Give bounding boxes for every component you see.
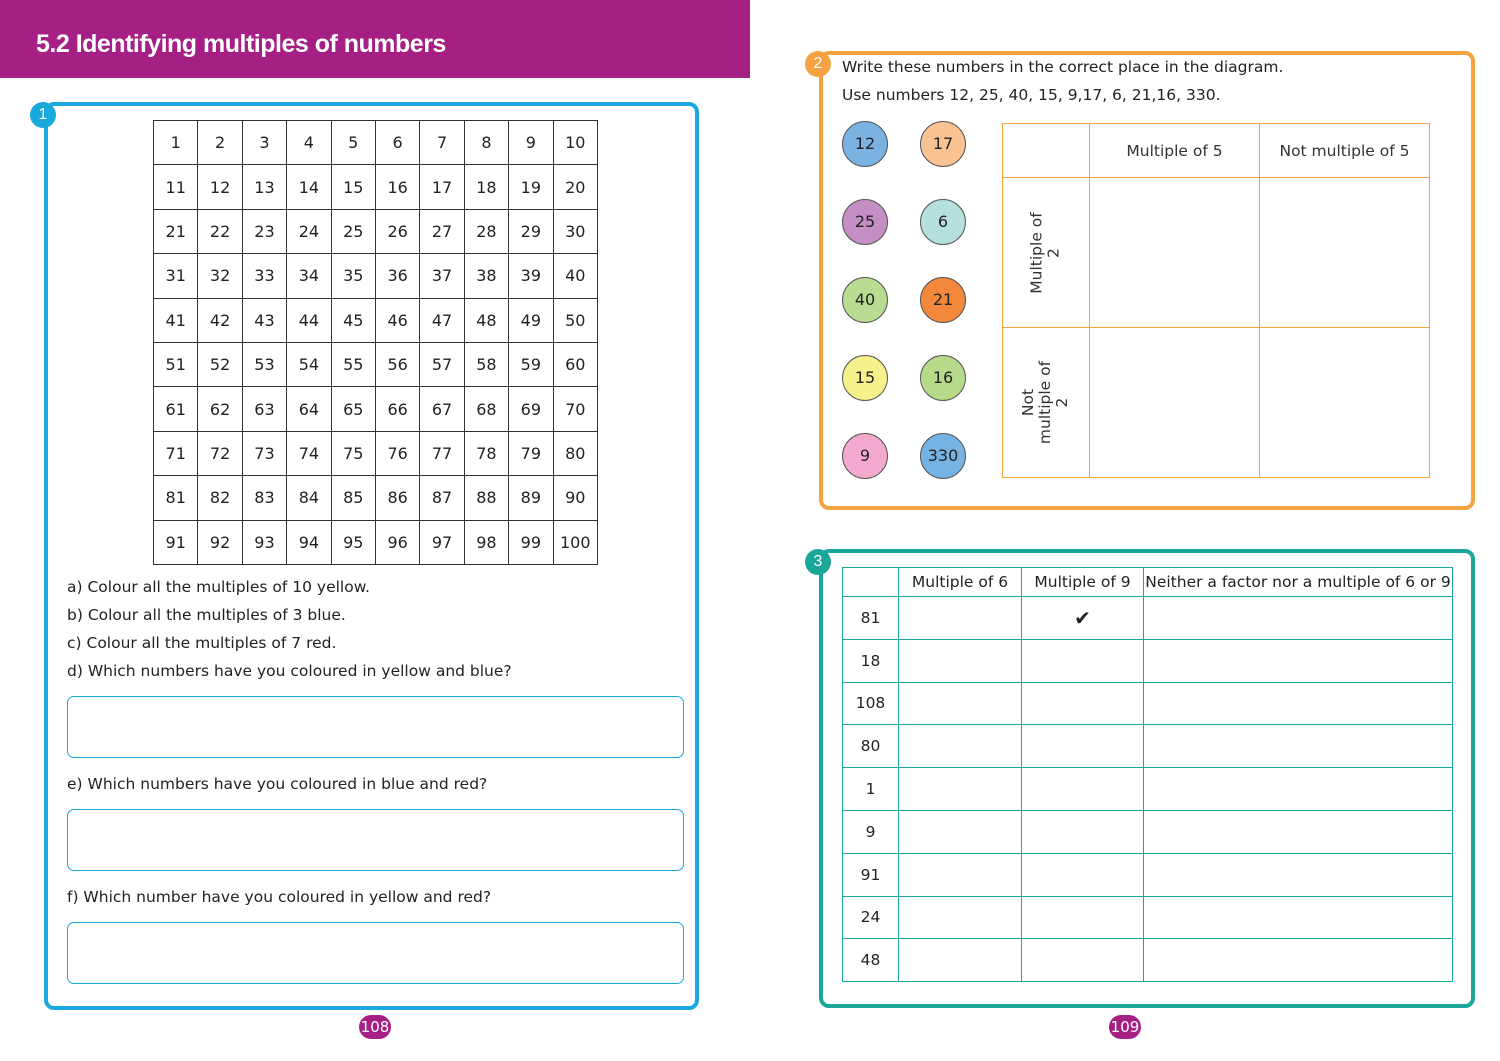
grid-cell[interactable]: 66 — [375, 387, 419, 431]
grid-cell[interactable]: 86 — [375, 476, 419, 520]
row-number-cell: 24 — [843, 896, 899, 939]
grid-cell[interactable]: 17 — [420, 165, 464, 209]
grid-cell[interactable]: 58 — [464, 342, 508, 386]
grid-cell[interactable]: 82 — [198, 476, 242, 520]
grid-cell[interactable]: 46 — [375, 298, 419, 342]
answer-cell[interactable] — [899, 768, 1022, 811]
carroll-row-not-multiple-2-line1: Not — [1019, 388, 1038, 417]
number-circle[interactable]: 9 — [842, 433, 888, 479]
carroll-row-multiple-2 — [1003, 178, 1090, 328]
grid-row — [154, 431, 598, 475]
carroll-cell-m2-nm5[interactable] — [1260, 178, 1430, 328]
question-2-numbers-list: Use numbers 12, 25, 40, 15, 9,17, 6, 21,16, 330. — [842, 86, 1221, 104]
grid-cell[interactable]: 95 — [331, 520, 375, 564]
grid-cell[interactable]: 89 — [509, 476, 553, 520]
grid-cell[interactable]: 29 — [509, 209, 553, 253]
number-circle[interactable]: 16 — [920, 355, 966, 401]
grid-cell[interactable]: 79 — [509, 431, 553, 475]
grid-cell[interactable]: 59 — [509, 342, 553, 386]
table-row — [843, 597, 1453, 640]
grid-cell[interactable]: 31 — [154, 254, 198, 298]
grid-cell[interactable]: 67 — [420, 387, 464, 431]
grid-cell[interactable]: 80 — [553, 431, 597, 475]
answer-cell[interactable] — [1022, 639, 1144, 682]
grid-cell[interactable]: 33 — [242, 254, 286, 298]
answer-cell[interactable] — [1144, 853, 1453, 896]
answer-cell[interactable] — [1022, 853, 1144, 896]
grid-cell[interactable]: 37 — [420, 254, 464, 298]
carroll-cell-m2-m5[interactable] — [1090, 178, 1260, 328]
grid-cell[interactable]: 4 — [287, 121, 331, 165]
grid-cell[interactable]: 71 — [154, 431, 198, 475]
grid-cell[interactable]: 26 — [375, 209, 419, 253]
answer-cell[interactable] — [1144, 639, 1453, 682]
carroll-diagram — [1002, 123, 1430, 478]
grid-cell[interactable]: 63 — [242, 387, 286, 431]
grid-cell[interactable]: 15 — [331, 165, 375, 209]
answer-cell[interactable] — [899, 810, 1022, 853]
grid-cell[interactable]: 91 — [154, 520, 198, 564]
grid-cell[interactable]: 81 — [154, 476, 198, 520]
page-title: 5.2 Identifying multiples of numbers — [36, 30, 446, 58]
answer-cell[interactable] — [1144, 597, 1453, 640]
grid-cell[interactable]: 24 — [287, 209, 331, 253]
answer-cell[interactable] — [899, 896, 1022, 939]
grid-cell[interactable]: 49 — [509, 298, 553, 342]
answer-box-d[interactable] — [67, 696, 684, 758]
row-number-cell: 1 — [843, 768, 899, 811]
table-row — [843, 725, 1453, 768]
grid-cell[interactable]: 47 — [420, 298, 464, 342]
grid-cell[interactable]: 35 — [331, 254, 375, 298]
grid-cell[interactable]: 74 — [287, 431, 331, 475]
carroll-row-not-multiple-2 — [1003, 328, 1090, 478]
answer-cell[interactable] — [1144, 768, 1453, 811]
grid-cell[interactable]: 43 — [242, 298, 286, 342]
grid-cell[interactable]: 12 — [198, 165, 242, 209]
grid-row — [154, 342, 598, 386]
grid-cell[interactable]: 2 — [198, 121, 242, 165]
answer-cell[interactable] — [1022, 725, 1144, 768]
grid-cell[interactable]: 90 — [553, 476, 597, 520]
grid-cell[interactable]: 28 — [464, 209, 508, 253]
grid-row — [154, 209, 598, 253]
grid-cell[interactable]: 36 — [375, 254, 419, 298]
grid-row — [154, 387, 598, 431]
grid-cell[interactable]: 84 — [287, 476, 331, 520]
grid-cell[interactable]: 27 — [420, 209, 464, 253]
grid-cell[interactable]: 25 — [331, 209, 375, 253]
row-number-cell: 48 — [843, 939, 899, 982]
number-circle[interactable]: 15 — [842, 355, 888, 401]
table-row — [843, 853, 1453, 896]
grid-cell[interactable]: 83 — [242, 476, 286, 520]
table-row — [843, 768, 1453, 811]
table-header-cell: Neither a factor nor a multiple of 6 or 9 — [1144, 568, 1453, 597]
instruction-a: a) Colour all the multiples of 10 yellow. — [67, 578, 370, 596]
answer-cell[interactable] — [1022, 810, 1144, 853]
question-d: d) Which numbers have you coloured in yellow and blue? — [67, 662, 512, 680]
grid-cell[interactable]: 48 — [464, 298, 508, 342]
grid-row — [154, 165, 598, 209]
grid-cell[interactable]: 34 — [287, 254, 331, 298]
table-row — [843, 810, 1453, 853]
question-f: f) Which number have you coloured in yellow and red? — [67, 888, 492, 906]
grid-cell[interactable]: 32 — [198, 254, 242, 298]
answer-cell[interactable] — [1144, 810, 1453, 853]
grid-row — [154, 254, 598, 298]
carroll-row-not-multiple-2-line3: 2 — [1053, 397, 1072, 408]
instruction-c: c) Colour all the multiples of 7 red. — [67, 634, 337, 652]
number-circle[interactable]: 12 — [842, 121, 888, 167]
grid-cell[interactable]: 69 — [509, 387, 553, 431]
grid-cell[interactable]: 22 — [198, 209, 242, 253]
grid-cell[interactable]: 52 — [198, 342, 242, 386]
grid-cell[interactable]: 62 — [198, 387, 242, 431]
multiples-table — [842, 567, 1453, 982]
row-number-cell: 81 — [843, 597, 899, 640]
grid-cell[interactable]: 51 — [154, 342, 198, 386]
table-header-cell: Multiple of 9 — [1022, 568, 1144, 597]
question-e: e) Which numbers have you coloured in blue and red? — [67, 775, 488, 793]
grid-cell[interactable]: 38 — [464, 254, 508, 298]
grid-cell[interactable]: 30 — [553, 209, 597, 253]
grid-cell[interactable]: 92 — [198, 520, 242, 564]
answer-cell[interactable] — [1022, 768, 1144, 811]
grid-cell[interactable]: 53 — [242, 342, 286, 386]
grid-cell[interactable]: 44 — [287, 298, 331, 342]
grid-cell[interactable]: 11 — [154, 165, 198, 209]
grid-row — [154, 520, 598, 564]
grid-cell[interactable]: 75 — [331, 431, 375, 475]
row-number-cell: 80 — [843, 725, 899, 768]
carroll-row-multiple-2-line1: Multiple of — [1028, 211, 1046, 294]
table-header-cell — [843, 568, 899, 597]
row-number-cell: 108 — [843, 682, 899, 725]
grid-cell[interactable]: 61 — [154, 387, 198, 431]
grid-cell[interactable]: 73 — [242, 431, 286, 475]
grid-cell[interactable]: 78 — [464, 431, 508, 475]
grid-cell[interactable]: 9 — [509, 121, 553, 165]
carroll-row-not-multiple-2-line2: multiple of — [1036, 360, 1055, 445]
grid-cell[interactable]: 45 — [331, 298, 375, 342]
answer-cell[interactable] — [899, 725, 1022, 768]
grid-cell[interactable]: 8 — [464, 121, 508, 165]
answer-cell[interactable] — [899, 682, 1022, 725]
grid-cell[interactable]: 77 — [420, 431, 464, 475]
answer-cell[interactable] — [899, 853, 1022, 896]
table-header-row — [843, 568, 1453, 597]
grid-cell[interactable]: 94 — [287, 520, 331, 564]
grid-cell[interactable]: 65 — [331, 387, 375, 431]
grid-row — [154, 298, 598, 342]
grid-cell[interactable]: 6 — [375, 121, 419, 165]
grid-row — [154, 476, 598, 520]
grid-cell[interactable]: 96 — [375, 520, 419, 564]
grid-cell[interactable]: 1 — [154, 121, 198, 165]
answer-cell[interactable] — [1022, 939, 1144, 982]
row-number-cell: 18 — [843, 639, 899, 682]
answer-cell[interactable] — [1144, 725, 1453, 768]
grid-cell[interactable]: 57 — [420, 342, 464, 386]
answer-cell[interactable]: ✔ — [1022, 597, 1144, 640]
answer-cell[interactable] — [1022, 682, 1144, 725]
grid-cell[interactable]: 70 — [553, 387, 597, 431]
answer-box-e[interactable] — [67, 809, 684, 871]
answer-cell[interactable] — [899, 939, 1022, 982]
grid-cell[interactable]: 55 — [331, 342, 375, 386]
grid-cell[interactable]: 3 — [242, 121, 286, 165]
grid-cell[interactable]: 88 — [464, 476, 508, 520]
grid-cell[interactable]: 68 — [464, 387, 508, 431]
grid-cell[interactable]: 14 — [287, 165, 331, 209]
answer-cell[interactable] — [899, 597, 1022, 640]
row-number-cell: 91 — [843, 853, 899, 896]
carroll-col-not-multiple-5: Not multiple of 5 — [1260, 124, 1430, 178]
grid-cell[interactable]: 87 — [420, 476, 464, 520]
number-circle[interactable]: 40 — [842, 277, 888, 323]
number-circle[interactable]: 330 — [920, 433, 966, 479]
question-2-instruction: Write these numbers in the correct place in the diagram. — [842, 58, 1284, 76]
grid-cell[interactable]: 64 — [287, 387, 331, 431]
number-circle[interactable]: 6 — [920, 199, 966, 245]
answer-cell[interactable] — [1144, 939, 1453, 982]
grid-cell[interactable]: 10 — [553, 121, 597, 165]
grid-cell[interactable]: 56 — [375, 342, 419, 386]
grid-cell[interactable]: 16 — [375, 165, 419, 209]
grid-cell[interactable]: 40 — [553, 254, 597, 298]
question-1-badge: 1 — [30, 102, 56, 128]
number-circle[interactable]: 17 — [920, 121, 966, 167]
grid-cell[interactable]: 41 — [154, 298, 198, 342]
grid-cell[interactable]: 93 — [242, 520, 286, 564]
answer-cell[interactable] — [1022, 896, 1144, 939]
answer-cell[interactable] — [1144, 896, 1453, 939]
carroll-cell-nm2-m5[interactable] — [1090, 328, 1260, 478]
table-row — [843, 939, 1453, 982]
answer-cell[interactable] — [1144, 682, 1453, 725]
carroll-corner — [1003, 124, 1090, 178]
grid-cell[interactable]: 54 — [287, 342, 331, 386]
grid-cell[interactable]: 13 — [242, 165, 286, 209]
grid-cell[interactable]: 97 — [420, 520, 464, 564]
grid-row — [154, 121, 598, 165]
question-3-badge: 3 — [805, 549, 831, 575]
grid-cell[interactable]: 5 — [331, 121, 375, 165]
page-number-left: 108 — [359, 1015, 391, 1039]
grid-cell[interactable]: 39 — [509, 254, 553, 298]
grid-cell[interactable]: 60 — [553, 342, 597, 386]
answer-box-f[interactable] — [67, 922, 684, 984]
hundred-square — [153, 120, 598, 565]
table-row — [843, 639, 1453, 682]
grid-cell[interactable]: 19 — [509, 165, 553, 209]
grid-cell[interactable]: 21 — [154, 209, 198, 253]
carroll-row-multiple-2-line2: 2 — [1045, 247, 1063, 258]
table-row — [843, 682, 1453, 725]
number-circle[interactable]: 25 — [842, 199, 888, 245]
table-row — [843, 896, 1453, 939]
grid-cell[interactable]: 50 — [553, 298, 597, 342]
question-2-badge: 2 — [805, 51, 831, 77]
number-circle[interactable]: 21 — [920, 277, 966, 323]
grid-cell[interactable]: 100 — [553, 520, 597, 564]
answer-cell[interactable] — [899, 639, 1022, 682]
grid-cell[interactable]: 18 — [464, 165, 508, 209]
carroll-cell-nm2-nm5[interactable] — [1260, 328, 1430, 478]
grid-cell[interactable]: 72 — [198, 431, 242, 475]
carroll-col-multiple-5: Multiple of 5 — [1090, 124, 1260, 178]
page-number-right: 109 — [1109, 1015, 1141, 1039]
grid-cell[interactable]: 98 — [464, 520, 508, 564]
grid-cell[interactable]: 7 — [420, 121, 464, 165]
grid-cell[interactable]: 20 — [553, 165, 597, 209]
instruction-b: b) Colour all the multiples of 3 blue. — [67, 606, 346, 624]
grid-cell[interactable]: 85 — [331, 476, 375, 520]
table-header-cell: Multiple of 6 — [899, 568, 1022, 597]
grid-cell[interactable]: 42 — [198, 298, 242, 342]
grid-cell[interactable]: 76 — [375, 431, 419, 475]
grid-cell[interactable]: 23 — [242, 209, 286, 253]
row-number-cell: 9 — [843, 810, 899, 853]
grid-cell[interactable]: 99 — [509, 520, 553, 564]
